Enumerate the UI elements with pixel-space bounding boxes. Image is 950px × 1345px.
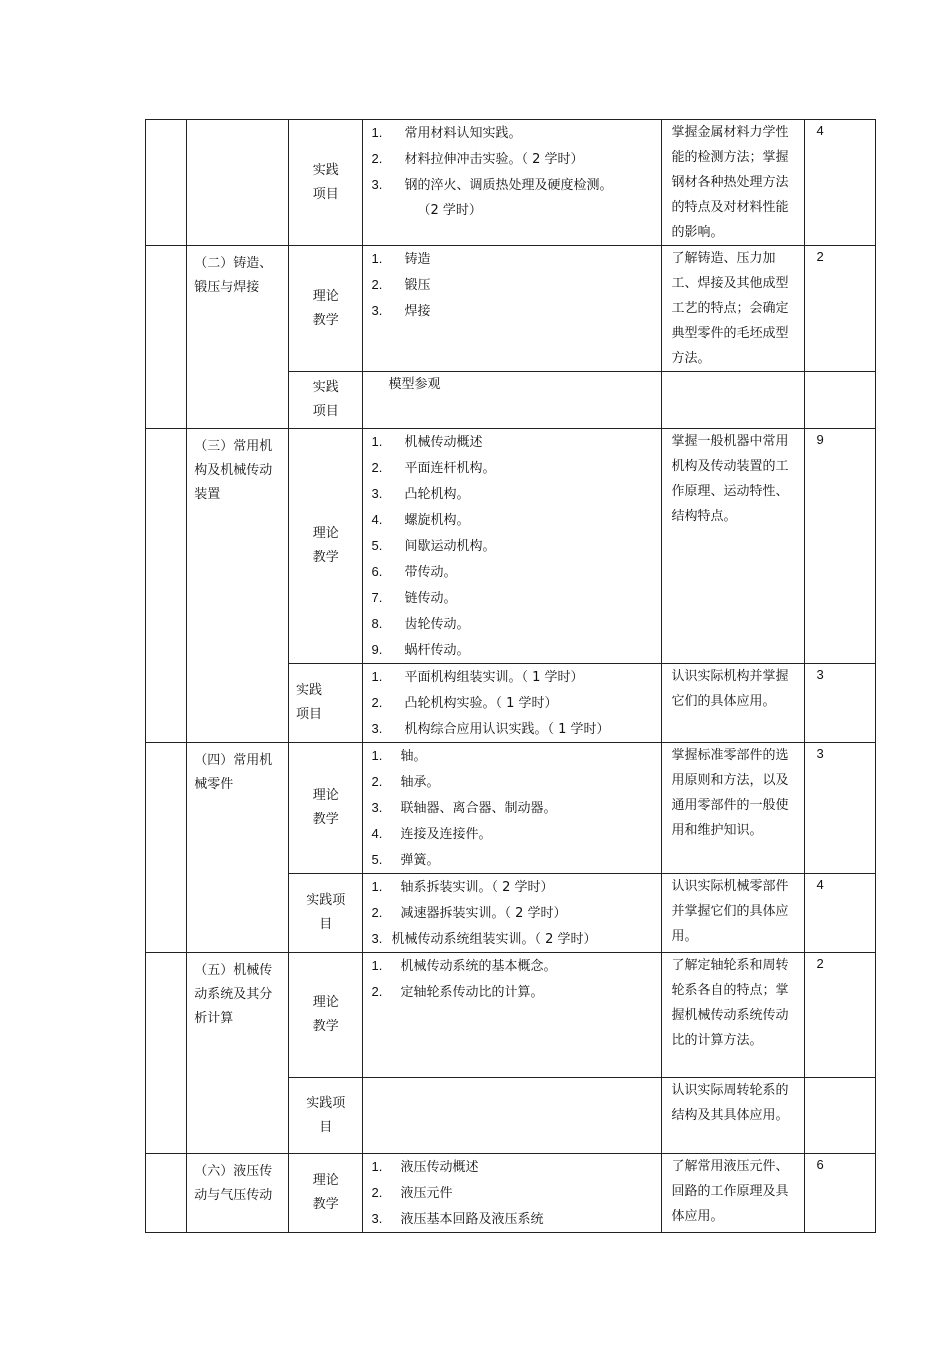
- table-row: [146, 429, 876, 664]
- list-item: 5. 弹簧。: [371, 852, 440, 868]
- type-label: 理论教学: [312, 1173, 339, 1212]
- objective-cell: 认识实际周转轮系的结构及其具体应用。: [661, 1078, 805, 1154]
- seq-cell: [146, 120, 187, 246]
- content-text: 模型参观: [388, 377, 441, 392]
- seq-cell: [146, 429, 187, 743]
- objective-cell: 认识实际机构并掌握它们的具体应用。: [661, 664, 805, 743]
- list-item: 2. 减速器拆装实训。（ 2 学时）: [371, 905, 567, 921]
- list-item: 4. 连接及连接件。: [371, 826, 492, 842]
- content-cell: [363, 953, 661, 1078]
- chapter-cell: （二）铸造、锻压与焊接: [187, 246, 289, 429]
- hours-cell: 6: [805, 1154, 876, 1233]
- content-cell: [363, 120, 661, 246]
- list-item: 2. 平面连杆机构。: [371, 460, 496, 476]
- content-cell: [363, 372, 661, 429]
- list-item: 3. 联轴器、离合器、制动器。: [371, 800, 557, 816]
- content-cell: [363, 743, 661, 874]
- type-cell: [288, 429, 363, 664]
- list-item: 1. 机械传动系统的基本概念。: [371, 958, 557, 974]
- type-cell: [288, 874, 363, 953]
- objective-cell: 掌握一般机器中常用机构及传动装置的工作原理、运动特性、结构特点。: [661, 429, 805, 664]
- list-item: 3. 钢的淬火、调质热处理及硬度检测。: [371, 177, 613, 193]
- type-label: 理论教学: [312, 995, 339, 1034]
- type-cell: [288, 664, 363, 743]
- content-cell: [363, 874, 661, 953]
- table-row: [146, 743, 876, 874]
- type-cell: [288, 1078, 363, 1154]
- list-item: 3. 凸轮机构。: [371, 486, 470, 502]
- list-item: 4. 螺旋机构。: [371, 512, 470, 528]
- hours-cell: [805, 1078, 876, 1154]
- type-cell: [288, 246, 363, 372]
- list-item: 2. 定轴轮系传动比的计算。: [371, 984, 544, 1000]
- objective-cell: 掌握标准零部件的选用原则和方法，以及通用零部件的一般使用和维护知识。: [661, 743, 805, 874]
- hours-cell: 4: [805, 120, 876, 246]
- list-item: 5. 间歇运动机构。: [371, 538, 496, 554]
- type-cell: [288, 372, 363, 429]
- list-item: 3. 液压基本回路及液压系统: [371, 1211, 544, 1227]
- table-row: [146, 120, 876, 246]
- content-cell: [363, 1078, 661, 1154]
- list-item: 3. 机构综合应用认识实践。（ 1 学时）: [371, 721, 610, 737]
- seq-cell: [146, 1154, 187, 1233]
- course-content-table: [145, 119, 876, 1233]
- chapter-cell: （三）常用机构及机械传动装置: [187, 429, 289, 743]
- hours-cell: 3: [805, 664, 876, 743]
- hours-cell: 2: [805, 246, 876, 372]
- type-label: 实践项目: [306, 1095, 346, 1135]
- list-item: 1. 铸造: [371, 251, 431, 267]
- seq-cell: [146, 246, 187, 429]
- hours-cell: 3: [805, 743, 876, 874]
- content-cell: [363, 246, 661, 372]
- type-label: 理论教学: [312, 526, 339, 565]
- list-item: 1. 机械传动概述: [371, 434, 483, 450]
- chapter-cell: [187, 120, 289, 246]
- type-label: 实践项目: [312, 162, 339, 202]
- list-item: 2. 轴承。: [371, 774, 440, 790]
- list-item: 1. 轴系拆装实训。（ 2 学时）: [371, 879, 554, 895]
- type-cell: [288, 120, 363, 246]
- hours-cell: 9: [805, 429, 876, 664]
- list-item: 1. 平面机构组装实训。（ 1 学时）: [371, 669, 584, 685]
- list-item: 2. 凸轮机构实验。（ 1 学时）: [371, 695, 558, 711]
- type-label: 理论教学: [312, 788, 339, 827]
- list-item: 1. 常用材料认知实践。: [371, 125, 522, 141]
- list-item: 2. 液压元件: [371, 1185, 453, 1201]
- list-item: 3. 机械传动系统组装实训。（ 2 学时）: [371, 931, 597, 947]
- type-cell: [288, 1154, 363, 1233]
- hours-cell: 2: [805, 953, 876, 1078]
- content-cell: [363, 1154, 661, 1233]
- list-item: 6. 带传动。: [371, 564, 457, 580]
- objective-cell: 了解铸造、压力加工、焊接及其他成型工艺的特点；会确定典型零件的毛坯成型方法。: [661, 246, 805, 372]
- content-cell: [363, 664, 661, 743]
- list-item: 1. 轴。: [371, 748, 427, 764]
- seq-cell: [146, 743, 187, 953]
- list-item: 3. 焊接: [371, 303, 431, 319]
- table-row: [146, 953, 876, 1078]
- item-note: （2 学时）: [417, 203, 482, 218]
- type-cell: [288, 953, 363, 1078]
- chapter-cell: （四）常用机械零件: [187, 743, 289, 953]
- objective-cell: 认识实际机械零部件并掌握它们的具体应用。: [661, 874, 805, 953]
- objective-cell: 了解定轴轮系和周转轮系各自的特点；掌握机械传动系统传动比的计算方法。: [661, 953, 805, 1078]
- chapter-cell: （五）机械传动系统及其分析计算: [187, 953, 289, 1154]
- type-label: 实践项目: [312, 380, 339, 419]
- table-row: [146, 246, 876, 372]
- list-item: 1. 液压传动概述: [371, 1159, 479, 1175]
- list-item: 2. 锻压: [371, 277, 431, 293]
- type-label: 理论教学: [312, 288, 339, 328]
- seq-cell: [146, 953, 187, 1154]
- objective-cell: 了解常用液压元件、回路的工作原理及具体应用。: [661, 1154, 805, 1233]
- type-cell: [288, 743, 363, 874]
- objective-cell: [661, 372, 805, 429]
- hours-cell: 4: [805, 874, 876, 953]
- type-label: 实践项目: [306, 893, 346, 932]
- list-item: 7. 链传动。: [371, 590, 457, 606]
- list-item: 9. 蜗杆传动。: [371, 642, 470, 658]
- chapter-cell: （六）液压传动与气压传动: [187, 1154, 289, 1233]
- content-cell: [363, 429, 661, 664]
- hours-cell: [805, 372, 876, 429]
- table-row: [146, 1154, 876, 1233]
- list-item: 8. 齿轮传动。: [371, 616, 470, 632]
- list-item: 2. 材料拉伸冲击实验。（ 2 学时）: [371, 151, 584, 167]
- objective-cell: 掌握金属材料力学性能的检测方法；掌握钢材各种热处理方法的特点及对材料性能的影响。: [661, 120, 805, 246]
- type-label: 实践项目: [295, 683, 322, 722]
